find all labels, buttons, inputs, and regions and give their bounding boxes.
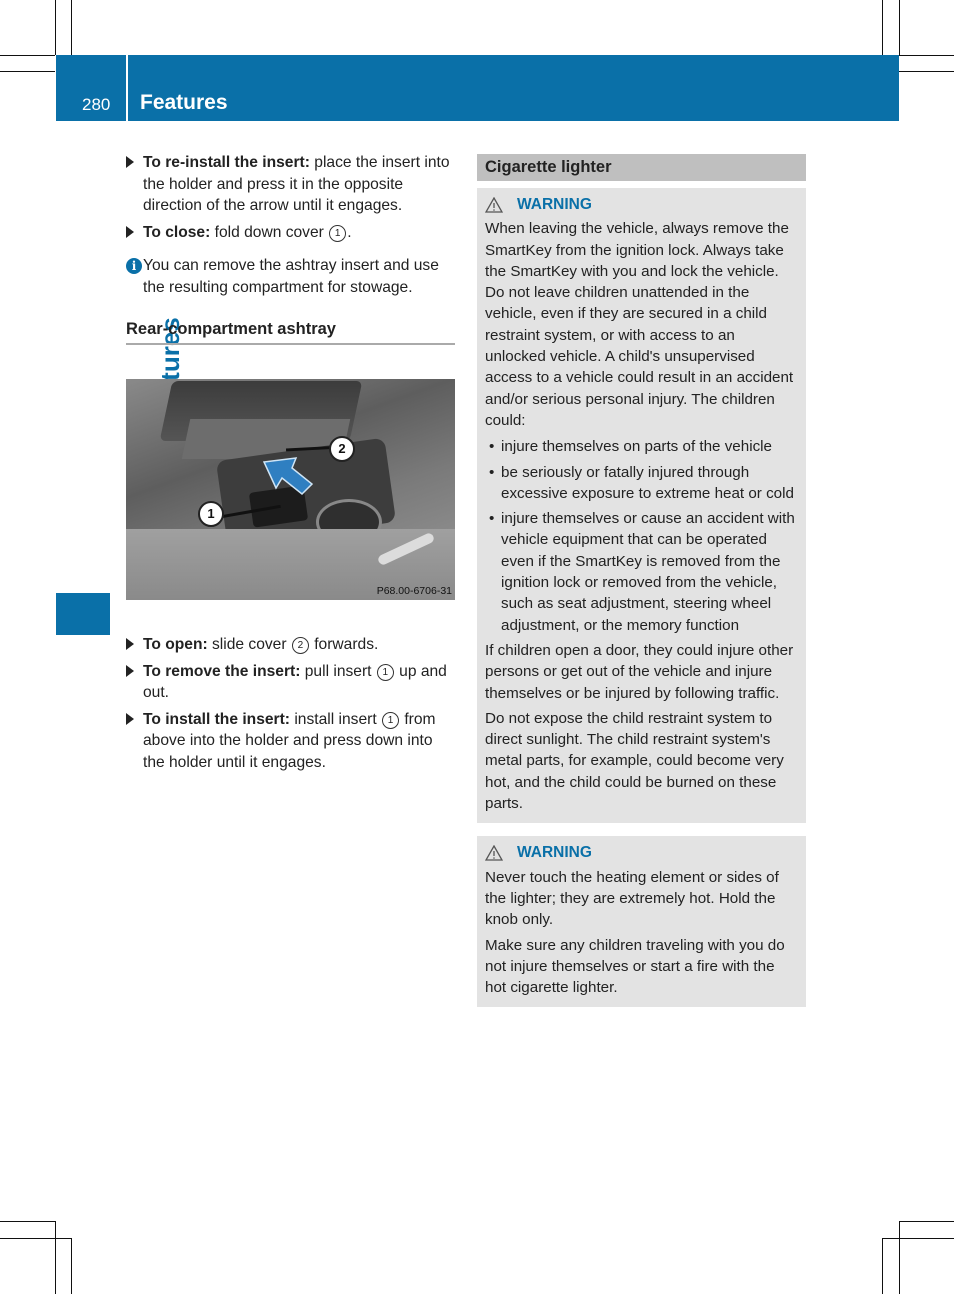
list-item: • injure themselves on parts of the vehicle [485, 436, 798, 457]
crop-mark [0, 55, 55, 56]
callout-2: 2 [329, 436, 355, 462]
step-text: place the insert into the holder and press it in the opposite direction of the arrow until it engages. [143, 154, 450, 214]
instruction-step [126, 709, 456, 774]
step-label: To close: [143, 223, 211, 241]
ashtray-figure [126, 379, 455, 600]
instruction-step [126, 152, 456, 217]
step-label: To install the insert: [143, 710, 290, 728]
warning-text: Make sure any children traveling with you do not injure themselves or start a fire with the hot cigarette lighter. [485, 936, 785, 997]
warning-text: Never touch the heating element or sides of the lighter; they are extremely hot. Hold the knob only. [485, 868, 779, 929]
section-title: Cigarette lighter [477, 154, 806, 181]
side-tab-marker [56, 593, 110, 635]
list-item: • injure themselves or cause an accident with vehicle equipment that can be operated even if the SmartKey is removed from the ignition lock or removed from the vehicle, such as seat adjustment, steering wheel adjustment, or the memory function [485, 508, 798, 636]
step-text: forwards. [309, 636, 379, 653]
warning-box [477, 836, 806, 1007]
warning-text: If children open a door, they could injure other persons or get out of the vehicle and injure themselves or be injured by following traffic. [485, 641, 794, 702]
warning-text: Do not expose the child restraint system to direct sunlight. The child restraint system's metal parts, for example, could become very hot, and the child could be burned on these parts. [485, 709, 784, 813]
warning-label: WARNING [517, 196, 592, 213]
info-text: You can remove the ashtray insert and use the resulting compartment for stowage. [143, 257, 439, 296]
instruction-step [126, 222, 456, 244]
crop-mark [899, 1221, 954, 1222]
warning-triangle-icon [485, 845, 503, 861]
warning-header [485, 194, 798, 215]
crop-mark [899, 1221, 900, 1294]
step-label: To remove the insert: [143, 662, 301, 680]
step-text: . [347, 223, 352, 241]
header-divider [126, 55, 128, 121]
item-ref-icon: 1 [382, 712, 399, 729]
step-text: slide cover [207, 636, 291, 653]
step-text: install insert [290, 710, 381, 728]
instruction-step [126, 661, 456, 704]
crop-mark [882, 1238, 883, 1294]
crop-mark [899, 55, 954, 56]
crop-mark [0, 1238, 71, 1239]
step-arrow-icon [126, 665, 134, 677]
chapter-title: Features [140, 91, 228, 114]
warning-box [477, 188, 806, 823]
crop-mark [899, 0, 900, 55]
warning-label: WARNING [517, 844, 592, 862]
right-column [477, 154, 806, 1007]
step-text: from above into the holder and press down into the holder until it engages. [143, 710, 436, 771]
crop-mark [882, 0, 883, 55]
warning-header [485, 842, 798, 863]
info-note [126, 255, 456, 298]
step-arrow-icon [126, 713, 134, 725]
warning-bullets [485, 436, 798, 636]
figure-caption: P68.00-6706-31 [376, 585, 452, 597]
section-subheading: Rear-compartment ashtray [126, 320, 455, 345]
warning-text: When leaving the vehicle, always remove the SmartKey from the ignition lock. Always take the SmartKey with you and lock the vehicle. Do not leave children unattended in the vehicle, even if they are secured in a child restraint system, or with access to an unlocked vehicle. A child's unsupervised access to a vehicle could result in an accident and/or serious personal injury. The children could: [485, 220, 794, 429]
page-number: 280 [82, 95, 111, 114]
crop-mark [71, 0, 72, 55]
list-item: • be seriously or fatally injured through excessive exposure to extreme heat or cold [485, 462, 798, 505]
step-arrow-icon [126, 638, 134, 650]
crop-mark [882, 1238, 954, 1239]
slide-arrow-icon [256, 454, 316, 499]
step-text: fold down cover [210, 223, 329, 241]
page-header [56, 55, 899, 121]
crop-mark [55, 1221, 56, 1294]
step-text: pull insert [300, 662, 376, 680]
left-column [126, 152, 456, 345]
instruction-step [126, 634, 456, 656]
info-icon: i [126, 258, 142, 274]
crop-mark [0, 71, 55, 72]
step-arrow-icon [126, 156, 134, 168]
step-arrow-icon [126, 226, 134, 238]
step-text: up and out. [143, 662, 447, 701]
crop-mark [0, 1221, 55, 1222]
crop-mark [71, 1238, 72, 1294]
warning-triangle-icon [485, 197, 503, 213]
item-ref-icon: 1 [329, 225, 346, 242]
left-column-lower [126, 634, 456, 778]
side-tab [56, 121, 110, 635]
crop-mark [899, 71, 954, 72]
callout-1: 1 [198, 501, 224, 527]
item-ref-icon: 2 [292, 637, 309, 654]
step-label: To re-install the insert: [143, 154, 310, 171]
step-label: To open: [143, 636, 208, 653]
item-ref-icon: 1 [377, 664, 394, 681]
crop-mark [55, 0, 56, 55]
